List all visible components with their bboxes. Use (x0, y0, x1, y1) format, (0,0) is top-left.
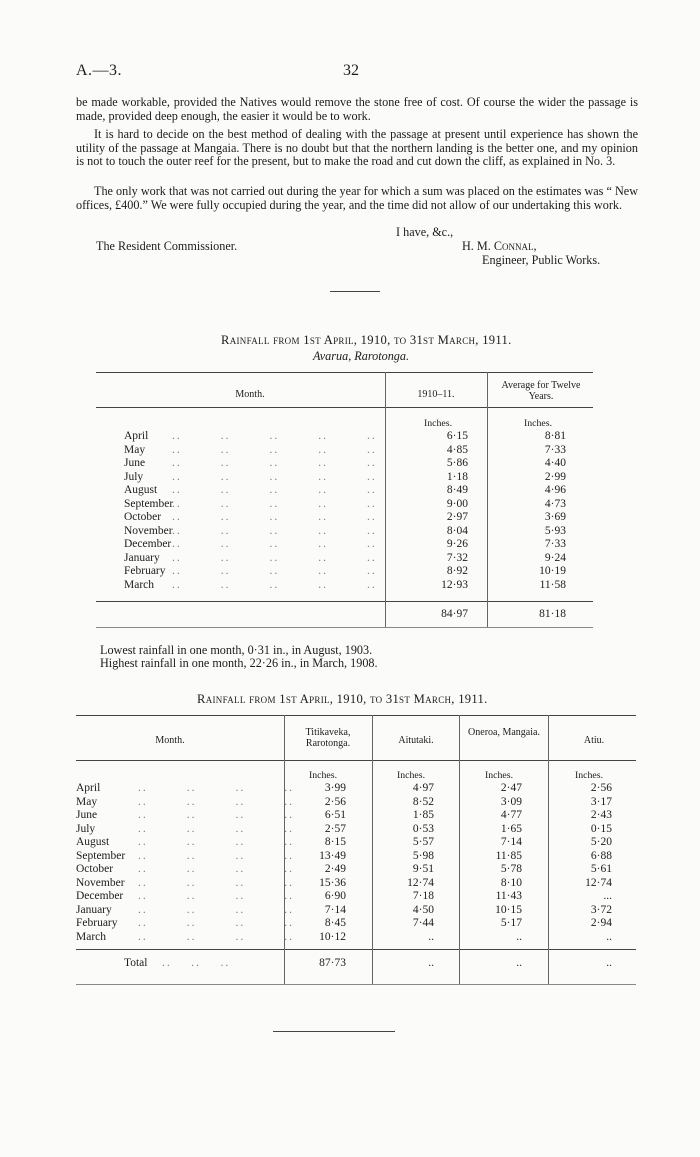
table-row-cell (500, 484, 566, 498)
table-row-cell (124, 511, 380, 525)
table-row-cell (76, 863, 294, 877)
table2-units-aitutaki: Inches. (397, 770, 426, 781)
cell-text: August (76, 836, 110, 849)
table-row-cell (466, 809, 522, 823)
table-row-cell (466, 890, 522, 904)
leader-dots: .. .. .. .. (138, 903, 294, 916)
letter-addressee: The Resident Commissioner. (96, 239, 238, 253)
leader-dots: .. .. .. .. .. (172, 470, 377, 483)
table-row-cell (124, 538, 380, 552)
table-row-cell (124, 498, 380, 512)
table-row-cell (290, 931, 346, 945)
table-row-cell (76, 890, 294, 904)
cell-text: 0·15 (590, 822, 612, 835)
table1-note-highest: Highest rainfall in one month, 22·26 in., in March, 1908. (100, 656, 378, 670)
table2-bottom-rule (76, 984, 636, 985)
table2-total-rule (76, 949, 636, 950)
table-row-cell (124, 444, 380, 458)
cell-text: 1·85 (412, 809, 434, 822)
table-row-cell (378, 931, 434, 945)
table-row-cell (400, 525, 468, 539)
table-row-cell (466, 877, 522, 891)
cell-text: 5·20 (590, 836, 612, 849)
leader-dots: .. .. .. .. .. (172, 430, 377, 442)
letter-closing: I have, &c., (396, 225, 454, 239)
cell-text: January (124, 551, 160, 564)
cell-text: 13·49 (319, 849, 346, 862)
cell-text: .. (606, 931, 612, 944)
cell-text: 8·52 (412, 795, 434, 808)
table-row-cell (76, 782, 294, 796)
cell-text: February (124, 565, 166, 578)
table-row-cell (290, 917, 346, 931)
leader-dots: .. .. .. .. (138, 931, 294, 944)
cell-text: 10·19 (539, 565, 566, 578)
letter-paragraph-1: be made workable, provided the Natives would remove the stone free of cost. Of course the wider the passage is made, provided deep enough, the easier it would be to work. (76, 95, 638, 123)
table1-header-rule (96, 407, 593, 408)
table-row-cell (400, 538, 468, 552)
table-row-cell (290, 877, 346, 891)
table-row-cell (466, 836, 522, 850)
cell-text: 0·53 (412, 822, 434, 835)
cell-text: November (76, 876, 125, 889)
letter-signer: H. M. Connal, (462, 239, 537, 253)
table2-titikaveka-values (290, 782, 346, 945)
table-row-cell (76, 903, 294, 918)
table2-total-titikaveka: 87·73 (319, 957, 346, 969)
cell-text: 10·12 (319, 931, 346, 944)
table1-top-rule (96, 372, 593, 373)
table-row-cell (400, 430, 468, 444)
table-row-cell (378, 796, 434, 810)
cell-text: September (76, 849, 126, 862)
table-row-cell (556, 809, 612, 823)
table-row-cell (290, 836, 346, 850)
table-row-cell (378, 863, 434, 877)
table2-top-rule (76, 715, 636, 716)
cell-text: 2·56 (590, 782, 612, 794)
cell-text: 12·93 (441, 579, 468, 592)
table-row-cell (500, 579, 566, 593)
table1-note-lowest: Lowest rainfall in one month, 0·31 in., in August, 1903. (100, 643, 373, 657)
table-row-cell (466, 904, 522, 918)
cell-text: 7·14 (324, 903, 346, 916)
cell-text: 12·74 (585, 876, 612, 889)
leader-dots: .. .. .. .. .. (172, 484, 377, 497)
table-row-cell (290, 782, 346, 796)
cell-text: 15·36 (319, 876, 346, 889)
leader-dots: .. .. .. .. .. (172, 579, 377, 592)
table2-header-aitutaki: Aitutaki. (398, 735, 434, 746)
table-row-cell (76, 836, 294, 850)
table1-year-values (400, 430, 468, 593)
cell-text: 2·43 (590, 809, 612, 822)
cell-text: 7·14 (500, 836, 522, 849)
cell-text: 4·77 (500, 809, 522, 822)
table-row-cell (378, 904, 434, 918)
table-row-cell (290, 863, 346, 877)
table1-total-rule (96, 601, 593, 602)
cell-text: 1·18 (446, 470, 468, 483)
leader-dots: .. .. .. .. (138, 917, 294, 930)
table1-col-divider-1 (385, 372, 386, 627)
cell-text: 4·85 (446, 443, 468, 456)
cell-text: 10·15 (495, 903, 522, 916)
cell-text: 7·33 (544, 538, 566, 551)
table1-title: Rainfall from 1st April, 1910, to 31st March, 1911. (221, 333, 512, 347)
leader-dots: .. .. .. .. (138, 836, 294, 849)
table2-months (76, 782, 294, 945)
table1-months (124, 430, 380, 593)
table-row-cell (466, 796, 522, 810)
cell-text: 2·99 (544, 470, 566, 483)
leader-dots: .. .. .. .. (138, 822, 294, 835)
table-row-cell (76, 876, 294, 891)
cell-text: 9·51 (412, 863, 434, 876)
table-row-cell (400, 471, 468, 485)
cell-text: 2·57 (324, 822, 346, 835)
cell-text: 11·58 (539, 579, 566, 592)
leader-dots: .. .. .. (162, 957, 231, 969)
table-row-cell (556, 782, 612, 796)
table-row-cell (400, 565, 468, 579)
table-row-cell (556, 931, 612, 945)
table-row-cell (400, 552, 468, 566)
table-row-cell (500, 538, 566, 552)
table-row-cell (378, 877, 434, 891)
table-row-cell (466, 917, 522, 931)
cell-text: December (76, 890, 124, 903)
cell-text: 7·18 (412, 890, 434, 903)
table1-bottom-rule (96, 627, 593, 628)
cell-text: July (76, 822, 96, 835)
table2-total-atiu: .. (606, 957, 612, 969)
table1-subtitle: Avarua, Rarotonga. (313, 349, 410, 363)
table2-header-atiu: Atiu. (583, 735, 605, 746)
cell-text: 5·78 (500, 863, 522, 876)
leader-dots: .. .. .. .. (138, 795, 294, 808)
table-row-cell (400, 498, 468, 512)
table-row-cell (378, 836, 434, 850)
table2-total-aitutaki: .. (428, 957, 434, 969)
cell-text: 4·50 (412, 903, 434, 916)
section-divider (330, 291, 380, 292)
table-row-cell (76, 795, 294, 810)
table2-title: Rainfall from 1st April, 1910, to 31st March, 1911. (197, 692, 488, 706)
table2-oneroa-values (466, 782, 522, 945)
cell-text: March (76, 931, 107, 944)
table2-aitutaki-values (378, 782, 434, 945)
table2-header-titikaveka: Titikaveka, Rarotonga. (305, 727, 351, 749)
table-row-cell (500, 444, 566, 458)
cell-text: 2·47 (500, 782, 522, 794)
table-row-cell (500, 498, 566, 512)
cell-text: 7·33 (544, 443, 566, 456)
table-row-cell (378, 782, 434, 796)
table1-total-average: 81·18 (539, 608, 566, 620)
cell-text: 4·96 (544, 484, 566, 497)
table2-atiu-values (556, 782, 612, 945)
table1-header-year: 1910–11. (417, 389, 455, 400)
cell-text: 8·81 (544, 430, 566, 442)
cell-text: 11·43 (495, 890, 522, 903)
cell-text: 4·97 (412, 782, 434, 794)
cell-text: 12·74 (407, 876, 434, 889)
leader-dots: .. .. .. .. (138, 890, 294, 903)
table-row-cell (556, 796, 612, 810)
cell-text: 5·86 (446, 457, 468, 470)
table-row-cell (378, 917, 434, 931)
table-row-cell (400, 511, 468, 525)
leader-dots: .. .. .. .. .. (172, 524, 377, 537)
table-row-cell (76, 822, 294, 837)
cell-text: 8·04 (446, 524, 468, 537)
table2-units-atiu: Inches. (575, 770, 604, 781)
table-row-cell (378, 850, 434, 864)
leader-dots: .. .. .. .. (138, 863, 294, 876)
cell-text: 5·98 (412, 849, 434, 862)
table-row-cell (400, 579, 468, 593)
cell-text: December (124, 538, 172, 551)
leader-dots: .. .. .. .. .. (172, 538, 377, 551)
table-row-cell (500, 552, 566, 566)
table2-header-month: Month. (155, 735, 185, 746)
cell-text: 4·40 (544, 457, 566, 470)
cell-text: April (76, 782, 101, 794)
table-row-cell (124, 579, 380, 593)
cell-text: September (124, 497, 174, 510)
document-reference: A.—3. (76, 62, 123, 79)
table-row-cell (500, 511, 566, 525)
cell-text: April (124, 430, 149, 442)
table-row-cell (290, 796, 346, 810)
cell-text: .. (428, 931, 434, 944)
table-row-cell (124, 471, 380, 485)
table-row-cell (500, 525, 566, 539)
cell-text: 5·61 (590, 863, 612, 876)
table-row-cell (400, 484, 468, 498)
leader-dots: .. .. .. .. .. (172, 565, 377, 578)
table-row-cell (290, 890, 346, 904)
cell-text: May (124, 443, 146, 456)
table-row-cell (466, 863, 522, 877)
leader-dots: .. .. .. .. (138, 849, 294, 862)
cell-text: 5·57 (412, 836, 434, 849)
table-row-cell (124, 525, 380, 539)
leader-dots: .. .. .. .. (138, 809, 294, 822)
cell-text: 4·73 (544, 497, 566, 510)
table-row-cell (500, 457, 566, 471)
table-row-cell (556, 850, 612, 864)
cell-text: 2·94 (590, 917, 612, 930)
letter-signer-title: Engineer, Public Works. (482, 253, 601, 267)
table-row-cell (290, 823, 346, 837)
cell-text: 8·15 (324, 836, 346, 849)
cell-text: 1·65 (500, 822, 522, 835)
cell-text: February (76, 917, 118, 930)
cell-text: January (76, 903, 112, 916)
cell-text: May (76, 795, 98, 808)
leader-dots: .. .. .. .. .. (172, 551, 377, 564)
table2-header-oneroa: Oneroa, Mangaia. (468, 727, 540, 738)
cell-text: June (76, 809, 98, 822)
table-row-cell (400, 457, 468, 471)
cell-text: 6·15 (446, 430, 468, 442)
table-row-cell (556, 917, 612, 931)
leader-dots: .. .. .. .. (138, 782, 294, 794)
table-row-cell (400, 444, 468, 458)
leader-dots: .. .. .. .. (138, 876, 294, 889)
cell-text: 5·93 (544, 524, 566, 537)
table-row-cell (124, 457, 380, 471)
cell-text: 3·17 (590, 795, 612, 808)
cell-text: 3·69 (544, 511, 566, 524)
table-row-cell (124, 484, 380, 498)
table1-units-year: Inches. (424, 418, 453, 429)
cell-text: 8·92 (446, 565, 468, 578)
cell-text: 2·49 (324, 863, 346, 876)
cell-text: 8·45 (324, 917, 346, 930)
table-row-cell (378, 823, 434, 837)
leader-dots: .. .. .. .. .. (172, 443, 377, 456)
table1-col-divider-2 (487, 372, 488, 627)
table-row-cell (378, 890, 434, 904)
cell-text: 2·97 (446, 511, 468, 524)
table-row-cell (124, 552, 380, 566)
letter-paragraph-3: The only work that was not carried out during the year for which a sum was placed on the estimates was “ New offices, £400.” We were fully occupied during the year, and the time did not allow of our undertaking this work. (76, 184, 638, 212)
table-row-cell (500, 430, 566, 444)
cell-text: 8·49 (446, 484, 468, 497)
table-row-cell (556, 877, 612, 891)
cell-text: March (124, 579, 155, 592)
cell-text: 6·51 (324, 809, 346, 822)
cell-text: October (124, 511, 162, 524)
table-row-cell (556, 904, 612, 918)
table-row-cell (556, 863, 612, 877)
table2-total-oneroa: .. (516, 957, 522, 969)
leader-dots: .. .. .. .. .. (172, 457, 377, 470)
table-row-cell (466, 823, 522, 837)
cell-text: 9·24 (544, 551, 566, 564)
cell-text: .. (516, 931, 522, 944)
cell-text: 7·44 (412, 917, 434, 930)
cell-text: October (76, 863, 114, 876)
page-number: 32 (343, 62, 359, 79)
table2-col-divider-3 (459, 715, 460, 984)
table1-average-values (500, 430, 566, 593)
table-row-cell (124, 430, 380, 444)
cell-text: August (124, 484, 158, 497)
cell-text: 8·10 (500, 876, 522, 889)
table-row-cell (556, 836, 612, 850)
table1-units-avg: Inches. (524, 418, 553, 429)
cell-text: 9·26 (446, 538, 468, 551)
cell-text: 7·32 (446, 551, 468, 564)
cell-text: 5·17 (500, 917, 522, 930)
table-row-cell (466, 931, 522, 945)
cell-text: 3·09 (500, 795, 522, 808)
table-row-cell (378, 809, 434, 823)
table-row-cell (76, 809, 294, 823)
table-row-cell (556, 890, 612, 904)
leader-dots: .. .. .. .. .. (172, 511, 377, 524)
table1-header-average: Average for Twelve Years. (501, 380, 581, 402)
letter-paragraph-2: It is hard to decide on the best method of dealing with the passage at present until experience has shown the utility of the passage at Mangaia. There is no doubt but that the northern landing is the better one, and my opinion is not to touch the outer reef for the present, but to make the road and cut down the cliff, as explained in No. 3. (76, 127, 638, 169)
cell-text: 3·99 (324, 782, 346, 794)
table1-total-year: 84·97 (441, 608, 468, 620)
table-row-cell (290, 809, 346, 823)
table2-total-label: Total (124, 957, 148, 969)
cell-text: 6·90 (324, 890, 346, 903)
leader-dots: .. .. .. .. .. (172, 497, 377, 510)
table-row-cell (466, 850, 522, 864)
cell-text: 6·88 (590, 849, 612, 862)
end-rule (273, 1031, 395, 1032)
table1-header-month: Month. (235, 389, 265, 400)
cell-text: 2·56 (324, 795, 346, 808)
cell-text: 9·00 (446, 497, 468, 510)
cell-text: 3·72 (590, 903, 612, 916)
cell-text: June (124, 457, 146, 470)
table2-col-divider-2 (372, 715, 373, 984)
table-row-cell (290, 850, 346, 864)
table2-header-rule (76, 760, 636, 761)
cell-text: July (124, 470, 144, 483)
cell-text: November (124, 524, 173, 537)
table2-col-divider-4 (548, 715, 549, 984)
table-row-cell (290, 904, 346, 918)
table2-total-row-label (124, 957, 280, 971)
table2-units-oneroa: Inches. (485, 770, 514, 781)
cell-text: ... (603, 890, 612, 903)
table-row-cell (124, 565, 380, 579)
table-row-cell (556, 823, 612, 837)
table-row-cell (466, 782, 522, 796)
table-row-cell (500, 565, 566, 579)
table-row-cell (76, 931, 294, 945)
table-row-cell (76, 849, 294, 864)
table2-units-titikaveka: Inches. (309, 770, 338, 781)
table-row-cell (76, 917, 294, 931)
table-row-cell (500, 471, 566, 485)
cell-text: 11·85 (495, 849, 522, 862)
